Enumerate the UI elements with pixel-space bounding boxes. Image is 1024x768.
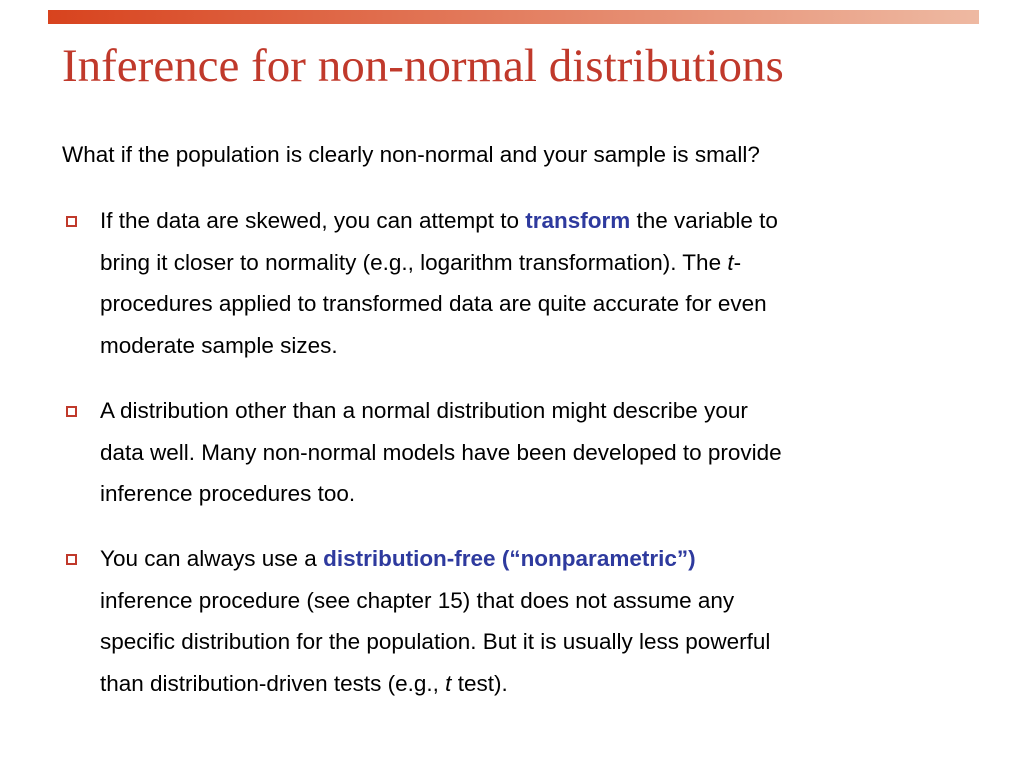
square-bullet-icon <box>66 554 77 565</box>
bullet-line: You can always use a distribution-free (“nonparametric”) <box>100 546 696 571</box>
highlight-term: distribution-free (“nonparametric”) <box>323 546 696 571</box>
bullet-text <box>100 538 972 704</box>
bullet-line: inference procedure (see chapter 15) that does not assume any <box>100 587 735 613</box>
bullet-line: inference procedures too. <box>100 481 356 506</box>
slide-title: Inference for non-normal distributions <box>62 40 784 92</box>
bullet-line: If the data are skewed, you can attempt to transform the variable to <box>100 208 778 233</box>
square-bullet-icon <box>66 406 77 417</box>
italic-t: t <box>445 670 452 696</box>
bullet-text <box>100 390 972 515</box>
bullet-line: moderate sample sizes. <box>100 332 338 358</box>
bullet-line: than distribution-driven tests (e.g., t test). <box>100 670 508 696</box>
intro-question: What if the population is clearly non-normal and your sample is small? <box>62 142 760 167</box>
bullet-line: data well. Many non-normal models have been developed to provide <box>100 439 782 465</box>
bullet-line: procedures applied to transformed data are quite accurate for even <box>100 291 767 316</box>
bullet-line: A distribution other than a normal distribution might describe your <box>100 398 748 423</box>
italic-t: t <box>727 249 734 275</box>
bullet-line: bring it closer to normality (e.g., logarithm transformation). The t- <box>100 249 742 275</box>
bullet-text <box>100 200 972 366</box>
bullet-line: specific distribution for the population. But it is usually less powerful <box>100 629 771 654</box>
square-bullet-icon <box>66 216 77 227</box>
highlight-term: transform <box>525 208 631 233</box>
title-accent-bar <box>48 10 979 24</box>
